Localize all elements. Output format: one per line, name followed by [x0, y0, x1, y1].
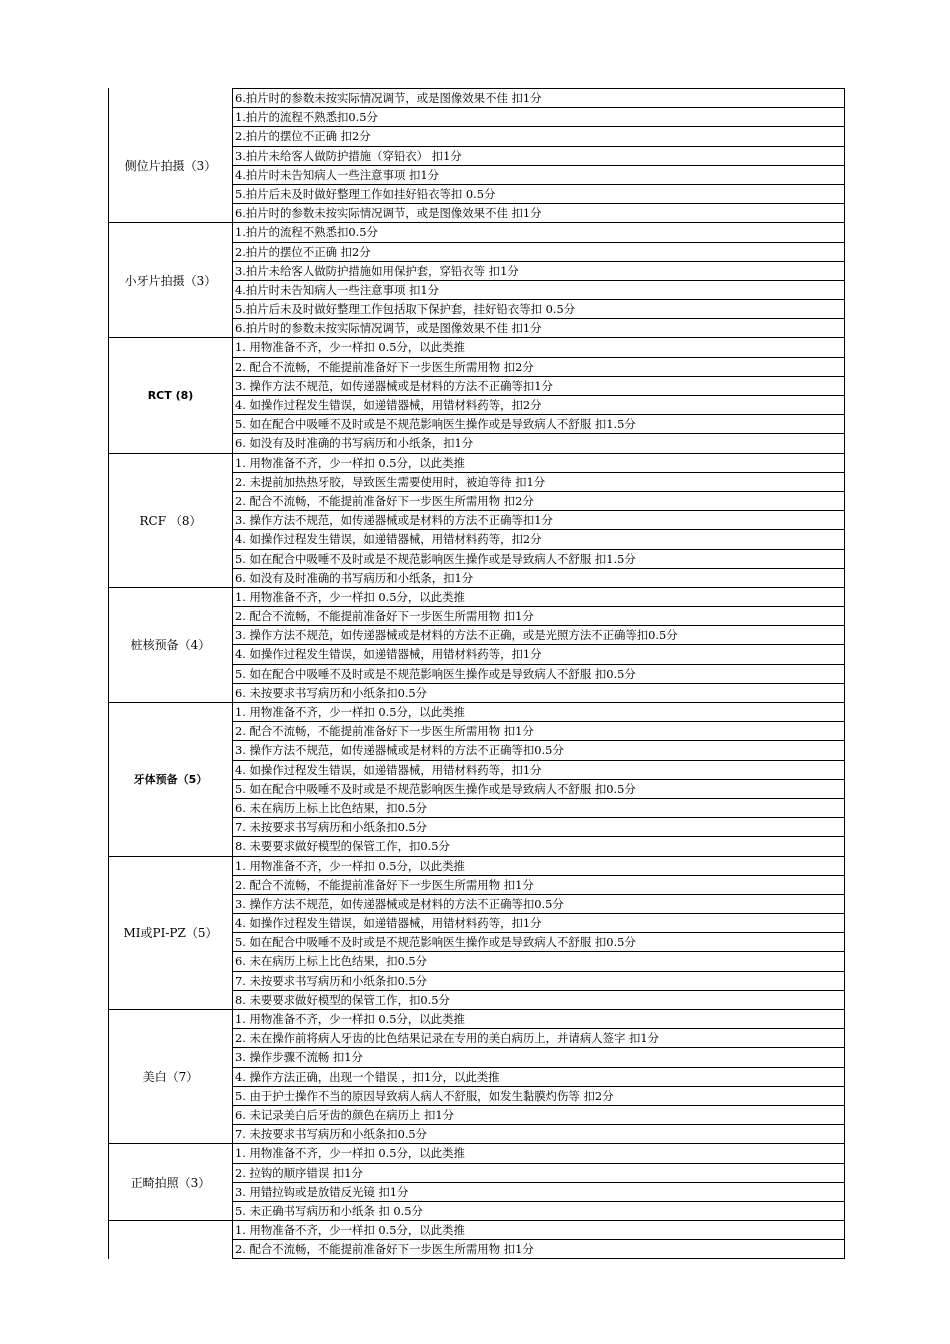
category-cell: 小牙片拍摄（3） [109, 223, 233, 338]
criteria-item: 6. 未按要求书写病历和小纸条扣0.5分 [233, 684, 845, 703]
category-cell: 桩核预备（4） [109, 588, 233, 703]
criteria-item: 5. 如在配合中吸唾不及时或是不规范影响医生操作或是导致病人不舒服 扣0.5分 [233, 933, 845, 952]
section-row [108, 703, 845, 857]
criteria-item: 2. 未提前加热热牙胶，导致医生需要使用时，被迫等待 扣1分 [233, 473, 845, 492]
criteria-item: 2. 配合不流畅，不能提前准备好下一步医生所需用物 扣1分 [233, 876, 845, 895]
criteria-item: 3. 操作方法不规范，如传递器械或是材料的方法不正确等扣0.5分 [233, 741, 845, 760]
category-cell: 正畸拍照（3） [109, 1144, 233, 1221]
criteria-item: 2. 配合不流畅，不能提前准备好下一步医生所需用物 扣2分 [233, 492, 845, 511]
criteria-item: 5. 由于护士操作不当的原因导致病人病人不舒服，如发生黏膜灼伤等 扣2分 [233, 1087, 845, 1106]
section-row [108, 88, 845, 108]
criteria-item: 6. 如没有及时准确的书写病历和小纸条，扣1分 [233, 434, 845, 453]
criteria-item: 2.拍片的摆位不正确 扣2分 [233, 127, 845, 146]
criteria-list [233, 588, 845, 703]
criteria-item: 3. 操作方法不规范，如传递器械或是材料的方法不正确等扣1分 [233, 511, 845, 530]
section-row [108, 1010, 845, 1144]
criteria-list [233, 1144, 845, 1221]
criteria-item: 6. 如没有及时准确的书写病历和小纸条，扣1分 [233, 569, 845, 588]
section-row [108, 588, 845, 703]
category-cell: 牙体预备（5） [109, 703, 233, 857]
criteria-item: 2. 配合不流畅，不能提前准备好下一步医生所需用物 扣1分 [233, 722, 845, 741]
criteria-item: 2.拍片的摆位不正确 扣2分 [233, 243, 845, 262]
criteria-item: 6.拍片时的参数未按实际情况调节，或是图像效果不佳 扣1分 [233, 88, 845, 108]
category-cell: 美白（7） [109, 1010, 233, 1144]
criteria-item: 5. 如在配合中吸唾不及时或是不规范影响医生操作或是导致病人不舒服 扣1.5分 [233, 550, 845, 569]
criteria-list [233, 454, 845, 588]
criteria-list [233, 857, 845, 1011]
criteria-item: 1. 用物准备不齐，少一样扣 0.5分，以此类推 [233, 703, 845, 722]
criteria-item: 1.拍片的流程不熟悉扣0.5分 [233, 108, 845, 127]
criteria-item: 6. 未记录美白后牙齿的颜色在病历上 扣1分 [233, 1106, 845, 1125]
criteria-item: 2. 配合不流畅，不能提前准备好下一步医生所需用物 扣1分 [233, 1240, 845, 1259]
criteria-item: 3. 操作方法不规范，如传递器械或是材料的方法不正确，或是光照方法不正确等扣0.5分 [233, 626, 845, 645]
criteria-item: 7. 未按要求书写病历和小纸条扣0.5分 [233, 1125, 845, 1144]
category-cell [109, 1221, 233, 1259]
criteria-item: 5. 如在配合中吸唾不及时或是不规范影响医生操作或是导致病人不舒服 扣0.5分 [233, 665, 845, 684]
criteria-item: 5. 如在配合中吸唾不及时或是不规范影响医生操作或是导致病人不舒服 扣1.5分 [233, 415, 845, 434]
category-cell: MI或PI-PZ（5） [109, 857, 233, 1011]
criteria-item: 4. 如操作过程发生错误，如递错器械，用错材料药等，扣1分 [233, 761, 845, 780]
criteria-item: 5.拍片后未及时做好整理工作包括取下保护套，挂好铅衣等扣 0.5分 [233, 300, 845, 319]
criteria-item: 6.拍片时的参数未按实际情况调节，或是图像效果不佳 扣1分 [233, 204, 845, 223]
criteria-item: 2. 配合不流畅，不能提前准备好下一步医生所需用物 扣2分 [233, 358, 845, 377]
category-cell: RCF （8） [109, 454, 233, 588]
criteria-item: 4.拍片时未告知病人一些注意事项 扣1分 [233, 281, 845, 300]
criteria-item: 2. 配合不流畅，不能提前准备好下一步医生所需用物 扣1分 [233, 607, 845, 626]
criteria-item: 3. 操作步骤不流畅 扣1分 [233, 1048, 845, 1067]
criteria-item: 1. 用物准备不齐，少一样扣 0.5分，以此类推 [233, 857, 845, 876]
criteria-item: 3.拍片未给客人做防护措施如用保护套，穿铅衣等 扣1分 [233, 262, 845, 281]
criteria-item: 4. 如操作过程发生错误，如递错器械，用错材料药等，扣1分 [233, 645, 845, 664]
criteria-item: 5. 未正确书写病历和小纸条 扣 0.5分 [233, 1202, 845, 1221]
criteria-item: 6. 未在病历上标上比色结果，扣0.5分 [233, 799, 845, 818]
section-row [108, 1144, 845, 1221]
criteria-item: 7. 未按要求书写病历和小纸条扣0.5分 [233, 972, 845, 991]
criteria-item: 4.拍片时未告知病人一些注意事项 扣1分 [233, 166, 845, 185]
section-row [108, 223, 845, 338]
criteria-item: 1. 用物准备不齐，少一样扣 0.5分，以此类推 [233, 1010, 845, 1029]
criteria-list [233, 703, 845, 857]
criteria-item: 3.拍片未给客人做防护措施（穿铅衣） 扣1分 [233, 147, 845, 166]
criteria-item: 7. 未按要求书写病历和小纸条扣0.5分 [233, 818, 845, 837]
criteria-item: 8. 未要要求做好模型的保管工作，扣0.5分 [233, 991, 845, 1010]
criteria-item: 4. 如操作过程发生错误，如递错器械，用错材料药等，扣2分 [233, 530, 845, 549]
criteria-item: 1. 用物准备不齐，少一样扣 0.5分，以此类推 [233, 588, 845, 607]
criteria-item: 5.拍片后未及时做好整理工作如挂好铅衣等扣 0.5分 [233, 185, 845, 204]
category-cell [109, 88, 233, 108]
criteria-item: 2. 未在操作前将病人牙齿的比色结果记录在专用的美白病历上，并请病人签字 扣1分 [233, 1029, 845, 1048]
criteria-item: 2. 拉钩的顺序错误 扣1分 [233, 1164, 845, 1183]
criteria-item: 5. 如在配合中吸唾不及时或是不规范影响医生操作或是导致病人不舒服 扣0.5分 [233, 780, 845, 799]
criteria-item: 3. 用错拉钩或是放错反光镜 扣1分 [233, 1183, 845, 1202]
criteria-item: 1. 用物准备不齐，少一样扣 0.5分，以此类推 [233, 1144, 845, 1163]
criteria-item: 1. 用物准备不齐，少一样扣 0.5分，以此类推 [233, 338, 845, 357]
criteria-list [233, 108, 845, 223]
criteria-item: 4. 如操作过程发生错误，如递错器械，用错材料药等，扣2分 [233, 396, 845, 415]
criteria-list [233, 223, 845, 338]
section-row [108, 1221, 845, 1259]
scoring-table [108, 88, 845, 1259]
category-cell: 侧位片拍摄（3） [109, 108, 233, 223]
criteria-list [233, 88, 845, 108]
section-row [108, 338, 845, 453]
criteria-item: 8. 未要要求做好模型的保管工作，扣0.5分 [233, 837, 845, 856]
category-cell: RCT (8) [109, 338, 233, 453]
criteria-list [233, 1221, 845, 1259]
section-row [108, 454, 845, 588]
section-row [108, 857, 845, 1011]
criteria-item: 4. 如操作过程发生错误，如递错器械，用错材料药等，扣1分 [233, 914, 845, 933]
criteria-item: 1.拍片的流程不熟悉扣0.5分 [233, 223, 845, 242]
criteria-item: 1. 用物准备不齐，少一样扣 0.5分，以此类推 [233, 1221, 845, 1240]
criteria-list [233, 1010, 845, 1144]
criteria-item: 1. 用物准备不齐，少一样扣 0.5分，以此类推 [233, 454, 845, 473]
criteria-item: 4. 操作方法正确，出现一个错误 ，扣1分，以此类推 [233, 1068, 845, 1087]
criteria-item: 3. 操作方法不规范，如传递器械或是材料的方法不正确等扣1分 [233, 377, 845, 396]
criteria-item: 6. 未在病历上标上比色结果，扣0.5分 [233, 952, 845, 971]
criteria-list [233, 338, 845, 453]
section-row [108, 108, 845, 223]
criteria-item: 3. 操作方法不规范，如传递器械或是材料的方法不正确等扣0.5分 [233, 895, 845, 914]
criteria-item: 6.拍片时的参数未按实际情况调节，或是图像效果不佳 扣1分 [233, 319, 845, 338]
